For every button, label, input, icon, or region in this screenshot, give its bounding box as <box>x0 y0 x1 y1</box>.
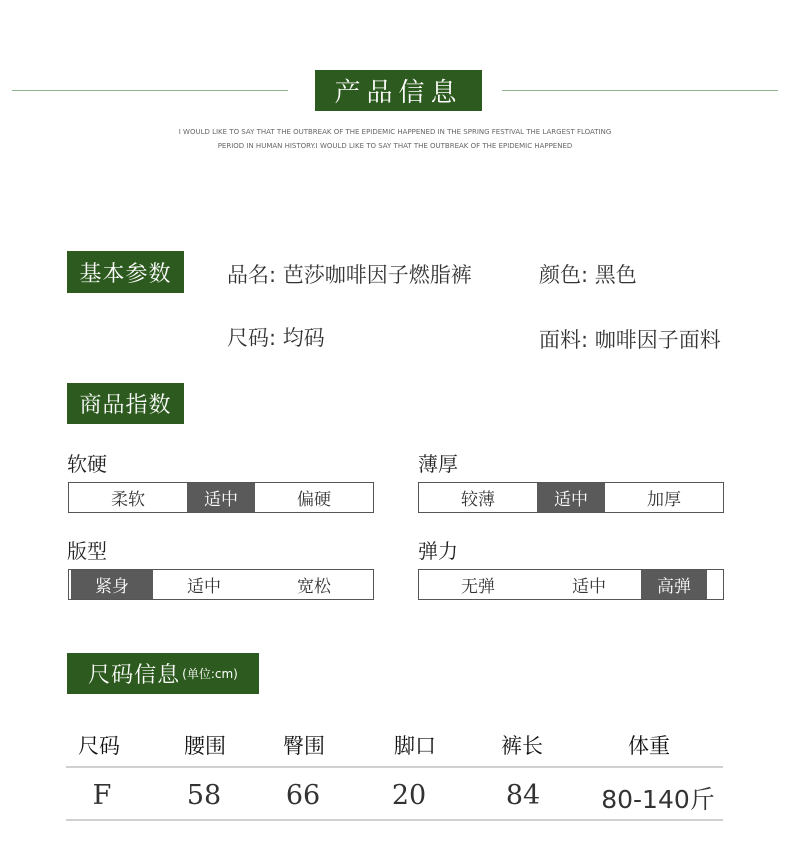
subtitle-line-1: I WOULD LIKE TO SAY THAT THE OUTBREAK OF THE EPIDEMIC HAPPENED IN THE SPRING FESTIVAL THE LARGEST FLOATING <box>178 128 612 136</box>
subtitle-line-2: PERIOD IN HUMAN HISTORY.I WOULD LIKE TO SAY THAT THE OUTBREAK OF THE EPIDEMIC HAPPENED <box>217 142 573 150</box>
softness-scale <box>68 482 374 513</box>
product-name: 品名: 芭莎咖啡因子燃脂裤 <box>227 263 472 287</box>
thickness-option-1: 较薄 <box>461 490 495 510</box>
thickness-label: 薄厚 <box>418 452 458 476</box>
col-header-length: 裤长 <box>501 734 543 758</box>
thickness-option-2: 适中 <box>537 483 605 512</box>
section-basic-label: 基本参数 <box>79 261 172 287</box>
cell-size: F <box>92 780 112 811</box>
col-header-hem: 脚口 <box>394 734 436 758</box>
fit-scale <box>68 569 374 600</box>
elasticity-option-2: 适中 <box>572 577 606 597</box>
cell-waist: 58 <box>186 780 222 811</box>
size-unit: (单位:cm) <box>182 667 238 681</box>
cell-length: 84 <box>505 780 541 811</box>
col-header-size: 尺码 <box>78 734 120 758</box>
header-left-line <box>12 90 288 91</box>
softness-option-1: 柔软 <box>111 490 145 510</box>
product-color: 颜色: 黑色 <box>539 263 637 287</box>
fit-option-2: 适中 <box>187 577 221 597</box>
header-right-line <box>502 90 778 91</box>
product-fabric: 面料: 咖啡因子面料 <box>539 328 721 352</box>
col-header-waist: 腰围 <box>184 734 226 758</box>
cell-weight: 80-140斤 <box>601 785 715 814</box>
fit-option-1: 紧身 <box>71 570 153 599</box>
softness-option-3: 偏硬 <box>297 490 331 510</box>
cell-hip: 66 <box>285 780 321 811</box>
col-header-weight: 体重 <box>628 734 670 758</box>
fit-option-3: 宽松 <box>297 577 331 597</box>
table-rule-top <box>66 766 723 768</box>
table-rule-bottom <box>66 819 723 821</box>
section-size-label: 尺码信息 <box>88 663 181 688</box>
product-size: 尺码: 均码 <box>227 326 325 350</box>
section-product-index <box>67 383 184 424</box>
elasticity-option-3: 高弹 <box>641 570 707 599</box>
elasticity-label: 弹力 <box>418 539 458 563</box>
softness-option-2: 适中 <box>187 483 255 512</box>
thickness-option-3: 加厚 <box>647 490 681 510</box>
elasticity-scale <box>418 569 724 600</box>
section-basic-params <box>67 251 184 293</box>
softness-label: 软硬 <box>67 452 107 476</box>
col-header-hip: 臀围 <box>283 734 325 758</box>
section-size-info <box>67 653 259 694</box>
cell-hem: 20 <box>391 780 427 811</box>
elasticity-option-1: 无弹 <box>461 577 495 597</box>
page-title: 产品信息 <box>315 70 482 111</box>
fit-label: 版型 <box>67 539 107 563</box>
section-index-label: 商品指数 <box>79 393 172 418</box>
thickness-scale <box>418 482 724 513</box>
